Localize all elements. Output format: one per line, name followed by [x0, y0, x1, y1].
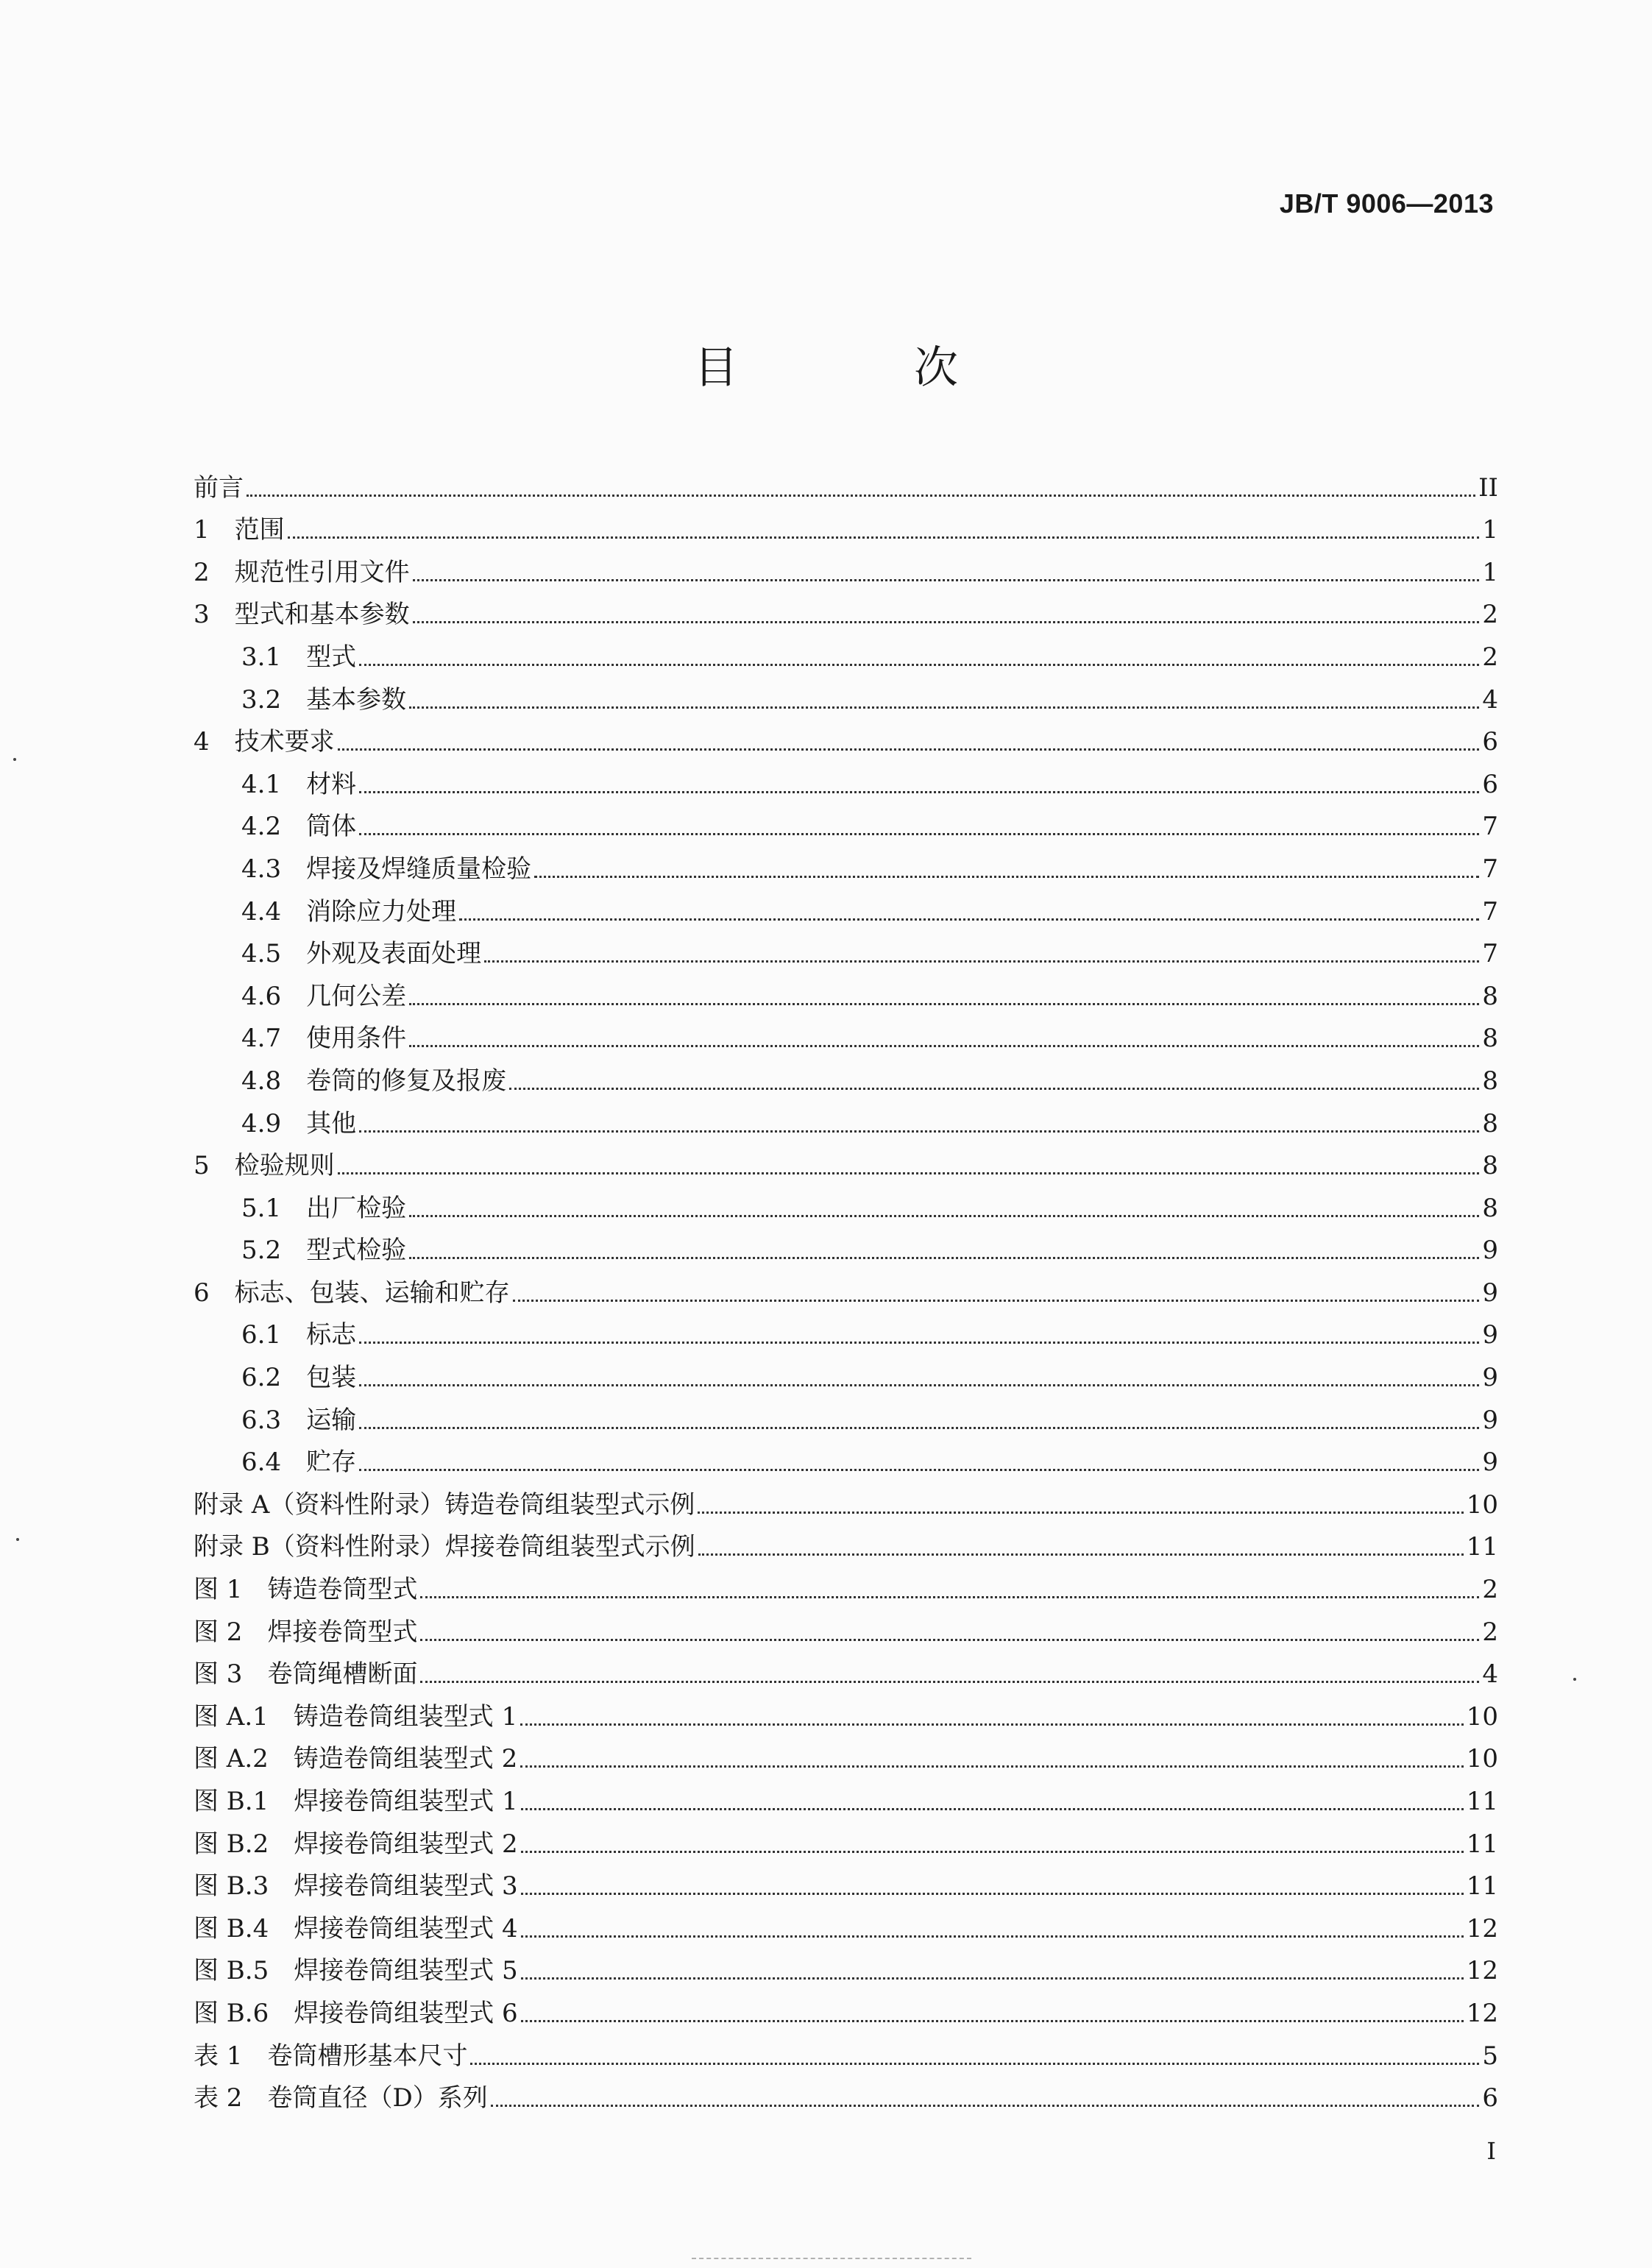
toc-entry-page: 1: [1482, 557, 1498, 587]
toc-entry-label: 3.1 型式: [241, 642, 357, 672]
toc-entry-label: 3 型式和基本参数: [194, 600, 410, 630]
toc-entry-label: 4 技术要求: [194, 727, 335, 757]
toc-entry[interactable]: [194, 2072, 1498, 2115]
toc-entry-page: 9: [1482, 1405, 1498, 1435]
toc-entry-label: 5.1 出厂检验: [241, 1193, 407, 1223]
dot-leader: [359, 1342, 1479, 1344]
toc-entry-page: 7: [1482, 896, 1498, 926]
toc-entry[interactable]: [194, 1690, 1498, 1733]
dot-leader: [470, 2063, 1479, 2065]
toc-entry-label: 5.2 型式检验: [241, 1236, 407, 1266]
toc-entry-page: II: [1478, 472, 1498, 503]
toc-entry-page: 5: [1482, 2041, 1498, 2071]
toc-entry-label: 3.2 基本参数: [241, 684, 407, 715]
toc-entry[interactable]: [194, 1902, 1498, 1945]
toc-entry[interactable]: [194, 1097, 1498, 1140]
toc-entry[interactable]: [194, 1055, 1498, 1097]
toc-entry-label: 6.2 包装: [241, 1363, 357, 1393]
toc-entry-label: 附录 B（资料性附录）焊接卷筒组装型式示例: [194, 1532, 695, 1562]
toc-entry-page: 9: [1482, 1447, 1498, 1478]
toc-entry-label: 图 B.2 焊接卷筒组装型式 2: [194, 1829, 518, 1859]
toc-entry[interactable]: [194, 673, 1498, 716]
dot-leader: [359, 1130, 1479, 1133]
toc-entry[interactable]: [194, 1945, 1498, 1988]
dot-leader: [420, 1681, 1479, 1683]
toc-entry-page: 9: [1482, 1363, 1498, 1393]
dot-leader: [484, 960, 1479, 963]
toc-entry[interactable]: [194, 2030, 1498, 2072]
toc-entry[interactable]: [194, 546, 1498, 589]
toc-entry[interactable]: [194, 1309, 1498, 1352]
toc-entry-label: 图 3 卷筒绳槽断面: [194, 1659, 418, 1690]
toc-entry-page: 8: [1482, 1193, 1498, 1223]
toc-entry-page: 12: [1466, 1913, 1498, 1943]
footer-page-number: I: [1486, 2137, 1496, 2165]
toc-entry[interactable]: [194, 1818, 1498, 1860]
table-of-contents: [194, 461, 1498, 2114]
toc-entry-page: 6: [1482, 727, 1498, 757]
toc-entry[interactable]: [194, 1394, 1498, 1436]
dot-leader: [520, 1765, 1463, 1768]
toc-entry-label: 6 标志、包装、运输和贮存: [194, 1277, 510, 1308]
toc-title: 目 次: [693, 342, 1040, 394]
dot-leader: [521, 1808, 1464, 1810]
dot-leader: [521, 1977, 1464, 1980]
dot-leader: [409, 1215, 1479, 1217]
dot-leader: [359, 1469, 1479, 1471]
toc-entry-page: 8: [1482, 1108, 1498, 1138]
toc-entry[interactable]: [194, 1648, 1498, 1691]
toc-entry-page: 11: [1466, 1787, 1498, 1816]
dot-leader: [359, 791, 1479, 793]
toc-entry-label: 前言: [194, 472, 244, 503]
toc-entry-label: 图 B.6 焊接卷筒组装型式 6: [194, 1998, 518, 2028]
dot-leader: [698, 1553, 1464, 1556]
toc-entry[interactable]: [194, 1563, 1498, 1606]
dot-leader: [521, 1851, 1464, 1853]
toc-entry-page: 7: [1482, 854, 1498, 884]
toc-entry-page: 12: [1466, 1956, 1498, 1986]
toc-entry-page: 9: [1482, 1277, 1498, 1308]
toc-entry[interactable]: [194, 589, 1498, 631]
dot-leader: [359, 833, 1479, 835]
toc-entry-page: 8: [1482, 1066, 1498, 1096]
toc-entry-label: 4.4 消除应力处理: [241, 896, 457, 926]
toc-entry[interactable]: [194, 1733, 1498, 1776]
toc-entry[interactable]: [194, 461, 1498, 504]
toc-entry[interactable]: [194, 758, 1498, 801]
dot-leader: [409, 1045, 1479, 1047]
dot-leader: [338, 748, 1480, 751]
toc-entry[interactable]: [194, 1436, 1498, 1479]
toc-entry-page: 11: [1466, 1871, 1498, 1902]
toc-entry-page: 6: [1482, 2083, 1498, 2113]
dot-leader: [413, 579, 1480, 581]
toc-entry[interactable]: [194, 1351, 1498, 1394]
dot-leader: [420, 1639, 1479, 1641]
toc-entry-page: 10: [1466, 1744, 1498, 1774]
dot-leader: [520, 1723, 1463, 1726]
toc-entry-label: 6.1 标志: [241, 1320, 357, 1350]
toc-entry-page: 12: [1466, 1998, 1498, 2028]
dot-leader: [521, 1893, 1464, 1895]
toc-entry-label: 图 1 铸造卷筒型式: [194, 1575, 418, 1605]
toc-entry[interactable]: [194, 1606, 1498, 1648]
toc-entry-label: 4.6 几何公差: [241, 981, 407, 1011]
dot-leader: [359, 1384, 1479, 1386]
toc-entry-page: 7: [1482, 939, 1498, 969]
toc-entry-label: 表 1 卷筒槽形基本尺寸: [194, 2041, 468, 2071]
toc-entry[interactable]: [194, 1013, 1498, 1055]
toc-entry-label: 图 2 焊接卷筒型式: [194, 1617, 418, 1647]
toc-entry[interactable]: [194, 1478, 1498, 1521]
toc-entry-page: 4: [1482, 1659, 1498, 1690]
toc-entry-label: 表 2 卷筒直径（D）系列: [194, 2083, 488, 2113]
toc-entry[interactable]: [194, 843, 1498, 885]
toc-entry-page: 2: [1482, 1575, 1498, 1605]
toc-entry[interactable]: [194, 1182, 1498, 1225]
dot-leader: [409, 1257, 1479, 1259]
toc-entry-label: 4.1 材料: [241, 769, 357, 799]
dot-leader: [359, 1427, 1479, 1429]
dot-leader: [509, 1088, 1479, 1090]
toc-entry-label: 5 检验规则: [194, 1151, 335, 1181]
toc-entry-label: 4.8 卷筒的修复及报废: [241, 1066, 507, 1096]
toc-entry[interactable]: [194, 716, 1498, 759]
dot-leader: [534, 876, 1479, 878]
toc-entry-label: 2 规范性引用文件: [194, 557, 410, 587]
toc-entry[interactable]: [194, 1140, 1498, 1183]
toc-entry-label: 6.4 贮存: [241, 1447, 357, 1478]
dot-leader: [513, 1300, 1480, 1302]
toc-entry-label: 4.5 外观及表面处理: [241, 939, 482, 969]
toc-entry[interactable]: [194, 970, 1498, 1013]
dot-leader: [413, 621, 1480, 623]
dot-leader: [288, 536, 1480, 539]
dot-leader: [359, 664, 1479, 666]
toc-entry-label: 图 B.5 焊接卷筒组装型式 5: [194, 1956, 518, 1986]
toc-entry-page: 9: [1482, 1320, 1498, 1350]
dot-leader: [491, 2105, 1480, 2107]
toc-entry[interactable]: [194, 928, 1498, 971]
toc-entry-page: 2: [1482, 600, 1498, 630]
toc-entry-label: 图 B.4 焊接卷筒组装型式 4: [194, 1913, 518, 1943]
dot-leader: [338, 1172, 1480, 1174]
dot-leader: [420, 1596, 1479, 1598]
toc-entry-label: 图 B.1 焊接卷筒组装型式 1: [194, 1787, 518, 1816]
toc-entry-label: 4.3 焊接及焊缝质量检验: [241, 854, 532, 884]
toc-entry-page: 6: [1482, 769, 1498, 799]
dot-leader: [521, 2020, 1464, 2022]
toc-entry-page: 8: [1482, 1151, 1498, 1181]
toc-entry[interactable]: [194, 801, 1498, 843]
dot-leader: [459, 918, 1479, 921]
toc-entry-label: 图 B.3 焊接卷筒组装型式 3: [194, 1871, 518, 1902]
toc-entry[interactable]: [194, 504, 1498, 547]
toc-entry-label: 图 A.2 铸造卷筒组装型式 2: [194, 1744, 518, 1774]
toc-entry-label: 6.3 运输: [241, 1405, 357, 1435]
toc-entry[interactable]: [194, 885, 1498, 928]
dot-leader: [521, 1935, 1464, 1938]
toc-entry[interactable]: [194, 631, 1498, 673]
toc-entry-label: 1 范围: [194, 515, 285, 545]
toc-entry[interactable]: [194, 1860, 1498, 1903]
toc-entry-label: 4.7 使用条件: [241, 1024, 407, 1054]
toc-entry-page: 11: [1466, 1532, 1498, 1562]
toc-entry[interactable]: [194, 1266, 1498, 1309]
scan-speck: [13, 758, 16, 761]
toc-entry-page: 10: [1466, 1701, 1498, 1732]
dot-leader: [409, 1003, 1479, 1005]
toc-entry-page: 10: [1466, 1489, 1498, 1520]
toc-entry[interactable]: [194, 1987, 1498, 2030]
toc-entry[interactable]: [194, 1521, 1498, 1564]
toc-entry-page: 7: [1482, 812, 1498, 842]
toc-entry-page: 2: [1482, 1617, 1498, 1647]
toc-entry[interactable]: [194, 1775, 1498, 1818]
dot-leader: [698, 1512, 1463, 1514]
toc-entry-page: 4: [1482, 684, 1498, 715]
toc-entry-page: 11: [1466, 1829, 1498, 1859]
toc-entry-label: 附录 A（资料性附录）铸造卷筒组装型式示例: [194, 1489, 695, 1520]
toc-entry-page: 8: [1482, 981, 1498, 1011]
scan-speck: [16, 1538, 19, 1541]
dot-leader: [247, 495, 1475, 497]
scan-artifact-line: [692, 2258, 971, 2259]
standard-code: JB/T 9006—2013: [1279, 188, 1494, 219]
toc-entry-page: 1: [1482, 515, 1498, 545]
toc-entry-label: 4.2 筒体: [241, 812, 357, 842]
toc-entry-label: 图 A.1 铸造卷筒组装型式 1: [194, 1701, 518, 1732]
toc-entry[interactable]: [194, 1225, 1498, 1267]
scan-speck: [1573, 1678, 1576, 1681]
toc-entry-label: 4.9 其他: [241, 1108, 357, 1138]
toc-entry-page: 8: [1482, 1024, 1498, 1054]
toc-entry-page: 9: [1482, 1236, 1498, 1266]
toc-entry-page: 2: [1482, 642, 1498, 672]
dot-leader: [409, 706, 1479, 709]
